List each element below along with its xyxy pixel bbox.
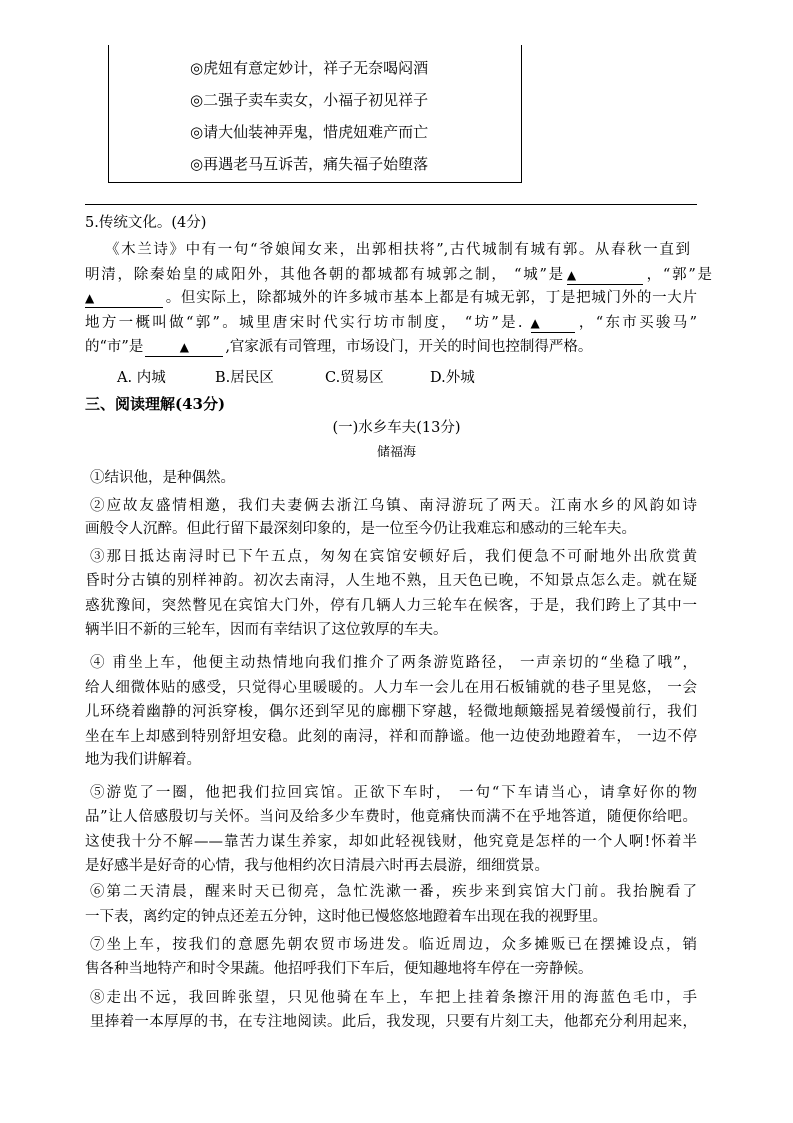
question-text: 地方一概叫做“郭”。城里唐宋时代实行坊市制度， “坊”是. [85,315,523,331]
question-text: 。但实际上，除都城外的许多城市基本上都是有城无郭，丁是把城门外的一大片 [165,290,697,306]
question-line [85,288,697,308]
paragraph-line: ⑦坐上车，按我们的意愿先朝农贸市场进发。临近周边，众多摊贩已在摆摊设点，销 [90,937,697,953]
answer-blank: ▲ [85,289,163,308]
answer-blank: ▲ [567,266,643,285]
paragraph-line: ①结识他，是种偶然。 [90,470,235,486]
section-heading: 三、阅读理解(43分) [85,395,226,413]
paragraph-line: 这使我十分不解——靠苦力谋生养家，却如此轻视钱财，他究竟是怎样的一个人啊!怀着半 [85,834,697,850]
paragraph-line: ⑥第二天清晨，醒来时天已彻亮，急忙洗漱一番，疾步来到宾馆大门前。我抬腕看了 [90,884,697,900]
question-title: 5.传统文化。(4分) [85,215,207,231]
paragraph-line: ④ 甫坐上车，他便主动热情地向我们推介了两条游览路径， 一声亲切的“坐稳了哦”， [90,655,697,671]
answer-blank: ▲ [145,338,223,357]
option-a: A. 内城 [117,370,166,386]
plot-summary-box [108,45,522,183]
section-divider [85,204,697,205]
paragraph-line: 画般令人沉醉。但此行留下最深刻印象的，是一位至今仍让我难忘和感动的三轮车夫。 [85,521,636,537]
option-b: B.居民区 [215,370,274,386]
paragraph-line: 一下表，离约定的钟点还差五分钟，这时他已慢悠悠地蹬着车出现在我的视野里。 [85,909,607,925]
question-text: ，“郭”是 [644,267,712,283]
paragraph-line: ③那日抵达南浔时已下午五点，匆匆在宾馆安顿好后，我们便急不可耐地外出欣赏黄 [90,549,697,565]
summary-item: ◎虎妞有意定妙计，祥子无奈喝闷酒 [190,59,429,77]
paragraph-line: 地为我们讲解着。 [85,752,201,768]
option-d: D.外城 [430,370,475,386]
passage-author: 储福海 [376,445,416,460]
summary-item: ◎再遇老马互诉苦，痛失福子始堕落 [190,155,429,173]
question-text: ，“东市买骏马” [576,315,697,331]
paragraph-line: 惑犹豫间，突然瞥见在宾馆大门外，停有几辆人力三轮车在候客，于是，我们跨上了其中一 [85,598,697,614]
summary-item: ◎二强子卖车卖女，小福子初见祥子 [190,91,429,109]
passage-title: (一)水乡车夫(13分) [332,420,461,436]
paragraph-line: ⑧走出不远，我回眸张望，只见他骑在车上，车把上挂着条擦汗用的海蓝色毛巾，手 [90,990,697,1006]
question-line: 《木兰诗》中有一句“爷娘闻女来，出郭相扶将”,古代城制有城有郭。从春秋一直到 [105,242,690,258]
question-text: 明清，除秦始皇的咸阳外，其他各朝的都城都有城郭之制， “城”是 [85,267,565,283]
question-line [85,337,592,357]
paragraph-line: 儿环绕着幽静的河浜穿梭，偶尔还到罕见的廊棚下穿越，轻微地颠簸摇晃着缓慢前行，我们 [85,704,697,720]
question-text: 的“市”是 [85,339,144,355]
paragraph-line: 昏时分古镇的别样神韵。初次去南浔，人生地不熟，且天色已晚，不知景点怎么走。就在疑 [85,573,697,589]
question-line [85,265,712,285]
option-c: C.贸易区 [325,370,384,386]
paragraph-line: 品”让人倍感殷切与关怀。当问及给多少车费时，他竟痛快而满不在乎地答道，随便你给吧。 [85,809,697,825]
paragraph-line: 售各种当地特产和时令果蔬。他招呼我们下车后，便知趣地将车停在一旁静候。 [85,961,593,977]
question-line [85,313,697,333]
summary-item: ◎请大仙装神弄鬼，惜虎妞难产而亡 [190,123,429,141]
paragraph-line: 里捧着一本厚厚的书，在专注地阅读。此后，我发现，只要有片刻工夫，他都充分利用起来， [90,1014,697,1030]
paragraph-line: 给人细微体贴的感受，只觉得心里暖暖的。人力车一会儿在用石板铺就的巷子里晃悠， 一会 [85,680,697,696]
paragraph-line: ②应故友盛情相邀，我们夫妻俩去浙江乌镇、南浔游玩了两天。江南水乡的风韵如诗 [90,498,697,514]
paragraph-line: 辆半旧不新的三轮车，因而有幸结识了这位敦厚的车夫。 [85,622,448,638]
question-text: ,官家派有司管理，市场设门，开关的时间也控制得严格。 [225,339,593,355]
paragraph-line: 坐在车上却感到特别舒坦安稳。此刻的南浔，祥和而静谧。他一边使劲地蹬着车， 一边不停 [85,729,697,745]
paragraph-line: 是好感半是好奇的心情，我与他相约次日清晨六时再去晨游，细细赏景。 [85,858,549,874]
answer-blank: ▲ [531,314,575,333]
paragraph-line: ⑤游览了一圈，他把我们拉回宾馆。正欲下车时， 一句“下车请当心，请拿好你的物 [90,785,697,801]
